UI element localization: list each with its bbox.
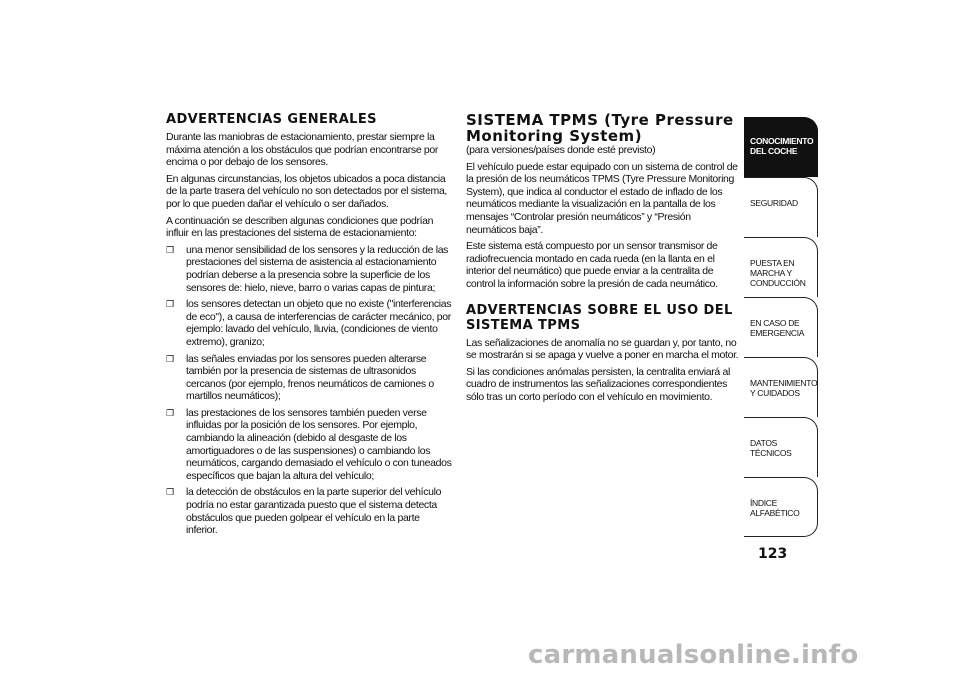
tab-mantenimiento[interactable]: MANTENIMIENTO Y CUIDADOS — [744, 357, 818, 417]
tab-conocimiento-del-coche[interactable]: CONOCIMIENTO DEL COCHE — [744, 117, 818, 177]
paragraph: Las señalizaciones de anomalía no se guardan y, por tanto, no se mostrarán si se apaga y vuelve a poner en marcha el motor. — [466, 336, 739, 362]
section-heading-tpms: SISTEMA TPMS (Tyre Pressure Monitoring System) — [466, 111, 734, 145]
paragraph: A continuación se describen algunas condiciones que podrían influir en las prestaciones del sistema de estacionamiento: — [166, 214, 434, 240]
tab-datos-tecnicos[interactable]: DATOS TÉCNICOS — [744, 417, 818, 477]
page-number: 123 — [758, 546, 788, 562]
section-heading-general-warnings: ADVERTENCIAS GENERALES — [166, 112, 377, 127]
list-item: ❒ las señales enviadas por los sensores pueden alterarse también por la presencia de sistemas de ultrasonidos cercanos (por ejemplo, frenos neumáticos de camiones o martillos neumáticos); — [166, 352, 434, 403]
checkbox-bullet-icon: ❒ — [166, 244, 174, 255]
list-item: ❒ las prestaciones de los sensores también pueden verse influidas por la posición de los sensores. Por ejemplo, cambiando la alineación (debido al desgaste de los amortiguadores o de las suspensiones) o cambiando los neumáticos, cargando demasiado el vehículo o con tuneados específicos que bajan la altura del vehículo; — [166, 406, 452, 482]
paragraph: Este sistema está compuesto por un sensor transmisor de radiofrecuencia montado en cada rueda (en la llanta en el interior del neumático) que puede enviar a la centralita de control la información sobre la presión de cada neumático. — [466, 240, 718, 290]
watermark: carmanualsonline.info — [528, 640, 859, 670]
tab-indice-alfabetico[interactable]: ÍNDICE ALFABÉTICO — [744, 477, 818, 537]
section-subtitle: (para versiones/países donde esté previsto) — [466, 144, 656, 156]
list-item: ❒ los sensores detectan un objeto que no existe ("interferencias de eco"), a causa de interferencias de carácter mecánico, por ejemplo: lavado del vehículo, lluvia, (condiciones de viento extremo), granizo; — [166, 298, 452, 348]
checkbox-bullet-icon: ❒ — [166, 299, 174, 310]
tab-seguridad[interactable]: SEGURIDAD — [744, 177, 818, 237]
bullet-list — [166, 244, 452, 537]
chapter-tabs — [744, 117, 818, 537]
checkbox-bullet-icon: ❒ — [166, 487, 174, 498]
paragraph: Si las condiciones anómalas persisten, la centralita enviará al cuadro de instrumentos las señalizaciones correspondientes sólo tras un corto período con el vehículo en movimiento. — [466, 365, 730, 403]
list-item: ❒ la detección de obstáculos en la parte superior del vehículo podría no estar garantizada puesto que el sistema detecta obstáculos que pueden golpear el vehículo en la parte inferior. — [166, 486, 442, 537]
section-heading-tpms-warnings: ADVERTENCIAS SOBRE EL USO DEL SISTEMA TPMS — [466, 302, 733, 333]
checkbox-bullet-icon: ❒ — [166, 353, 174, 364]
list-item: ❒ una menor sensibilidad de los sensores y la reducción de las prestaciones del sistema de asistencia al estacionamiento podrían deberse a la presencia sobre la superficie de los sensores de: hielo, nieve, barro o varias capas de pintura; — [166, 243, 449, 294]
paragraph: En algunas circunstancias, los objetos ubicados a poca distancia de la parte trasera del vehículo no son detectados por el sistema, por lo que pueden dañar el vehículo o ser dañados. — [166, 172, 447, 210]
left-column — [166, 112, 452, 541]
paragraph: Durante las maniobras de estacionamiento, prestar siempre la máxima atención a los obstáculos que podrían encontrarse por encima o por debajo de los sensores. — [166, 131, 439, 169]
checkbox-bullet-icon: ❒ — [166, 407, 174, 418]
tab-en-caso-de-emergencia[interactable]: EN CASO DE EMERGENCIA — [744, 297, 818, 357]
tab-puesta-en-marcha[interactable]: PUESTA EN MARCHA Y CONDUCCIÓN — [744, 237, 818, 297]
paragraph: El vehículo puede estar equipado con un sistema de control de la presión de los neumáticos TPMS (Tyre Pressure Monitoring System), que indica al conductor el estado de inflado de los neumáticos mediante la visualización en la pantalla de los mensajes “Controlar presión neumáticos” y “Presión neumáticos baja”. — [466, 160, 738, 236]
right-column — [466, 112, 742, 408]
